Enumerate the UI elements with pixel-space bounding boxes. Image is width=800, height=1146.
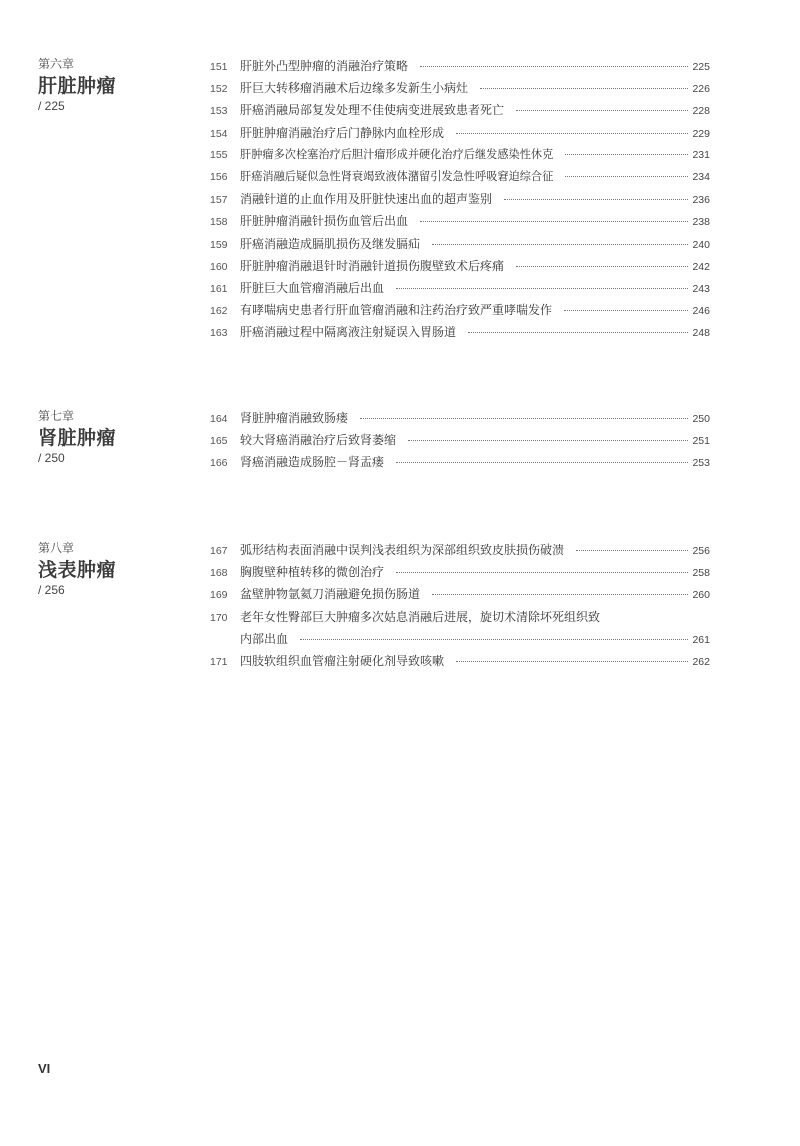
entry-number: 170 [210, 611, 228, 624]
entry-title: 肝脏巨大血管瘤消融后出血 [240, 280, 385, 295]
chapter-title: 肝脏肿瘤 [38, 75, 117, 97]
chapter-label: 第七章 [38, 409, 75, 423]
entry-page: 238 [692, 216, 710, 229]
leader-dots [420, 65, 688, 67]
entry-page: 251 [692, 435, 710, 448]
leader-dots [565, 175, 688, 177]
leader-dots [504, 198, 688, 200]
entry-number: 156 [210, 170, 228, 183]
chapter-heading [38, 541, 198, 598]
entry-number: 154 [210, 127, 228, 140]
entry-page: 261 [692, 633, 710, 646]
leader-dots [456, 660, 688, 662]
leader-dots [396, 571, 688, 573]
entry-title: 肝脏肿瘤消融针损伤血管后出血 [240, 214, 409, 229]
entry-number: 162 [210, 305, 228, 318]
leader-dots [420, 220, 688, 222]
leader-dots [456, 132, 688, 134]
chapter-title: 浅表肿瘤 [38, 559, 117, 581]
entry-number: 155 [210, 148, 228, 161]
entry-title: 肝脏外凸型肿瘤的消融治疗策略 [240, 59, 409, 73]
entry-title: 胸腹壁种植转移的微创治疗 [240, 565, 385, 580]
entry-number: 164 [210, 413, 228, 425]
entry-title: 肝巨大转移瘤消融术后边缘多发新生小病灶 [240, 81, 469, 96]
entry-title: 肾癌消融造成肠腔－肾盂瘘 [240, 455, 385, 470]
toc-entry[interactable] [210, 409, 710, 431]
entry-title: 肝癌消融局部复发处理不佳使病变进展致患者死亡 [240, 103, 505, 118]
entry-title: 四肢软组织血管瘤注射硬化剂导致咳嗽 [240, 653, 445, 668]
leader-dots [396, 287, 688, 289]
leader-dots [396, 461, 688, 463]
entry-number: 167 [210, 545, 228, 557]
entry-title-continued: 内部出血 [240, 631, 289, 646]
chapter-title: 肾脏肿瘤 [38, 427, 117, 449]
toc-entry[interactable] [210, 57, 710, 79]
toc-entry[interactable] [210, 101, 710, 123]
entry-number: 169 [210, 589, 228, 602]
leader-dots [432, 243, 688, 245]
entry-page: 258 [692, 567, 710, 580]
entry-page: 229 [692, 127, 710, 140]
entry-number: 163 [210, 327, 228, 340]
entry-title: 肾脏肿瘤消融致肠瘘 [240, 411, 349, 425]
entry-page: 225 [692, 61, 710, 73]
entry-title: 肝脏肿瘤消融治疗后门静脉内血栓形成 [240, 125, 445, 140]
entry-number: 166 [210, 457, 228, 470]
leader-dots [468, 331, 688, 333]
entry-title: 肝癌消融造成膈肌损伤及继发膈疝 [240, 236, 421, 251]
entry-number: 151 [210, 61, 228, 73]
toc-entry[interactable] [210, 323, 710, 345]
entry-title: 肝肿瘤多次栓塞治疗后胆汁瘤形成并硬化治疗后继发感染性休克 [240, 147, 554, 161]
entry-page: 256 [692, 545, 710, 557]
entry-number: 165 [210, 435, 228, 448]
toc-entry[interactable] [210, 541, 710, 563]
entry-page: 260 [692, 589, 710, 602]
leader-dots [432, 593, 688, 595]
entry-page: 248 [692, 327, 710, 340]
entry-title: 肝脏肿瘤消融退针时消融针道损伤腹壁致术后疼痛 [240, 258, 505, 273]
entry-title: 肝癌消融后疑似急性肾衰竭致液体潴留引发急性呼吸窘迫综合征 [240, 169, 554, 183]
toc-entry[interactable] [210, 190, 710, 212]
entry-number: 153 [210, 105, 228, 118]
toc-entries [210, 57, 710, 345]
entry-page: 236 [692, 194, 710, 207]
entry-title: 盆壁肿物氩氦刀消融避免损伤肠道 [240, 587, 421, 602]
leader-dots [408, 439, 688, 441]
toc-entry[interactable] [210, 146, 710, 168]
entry-number: 160 [210, 260, 228, 273]
toc-entry[interactable] [210, 301, 710, 323]
toc-entry[interactable] [210, 124, 710, 146]
entry-number: 171 [210, 655, 228, 668]
toc-entry[interactable] [210, 453, 710, 475]
entry-page: 253 [692, 457, 710, 470]
chapter-start-page: / 225 [38, 99, 65, 113]
toc-entry[interactable] [210, 257, 710, 279]
leader-dots [516, 265, 688, 267]
entry-number: 159 [210, 238, 228, 251]
entry-page: 262 [692, 655, 710, 668]
entry-page: 228 [692, 105, 710, 118]
entry-page: 226 [692, 83, 710, 96]
toc-entry[interactable] [210, 563, 710, 585]
entry-page: 240 [692, 238, 710, 251]
chapter-start-page: / 250 [38, 451, 65, 465]
entry-page: 243 [692, 282, 710, 295]
toc-entry[interactable] [210, 652, 710, 674]
chapter-start-page: / 256 [38, 583, 65, 597]
entry-number: 157 [210, 194, 228, 207]
toc-entry[interactable] [210, 168, 710, 190]
toc-entries [210, 541, 710, 674]
entry-number: 158 [210, 216, 228, 229]
entry-number: 152 [210, 83, 228, 96]
leader-dots [565, 153, 688, 155]
leader-dots [564, 309, 688, 311]
toc-entry[interactable] [210, 212, 710, 234]
chapter-label: 第六章 [38, 57, 75, 71]
entry-title: 有哮喘病史患者行肝血管瘤消融和注药治疗致严重哮喘发作 [240, 303, 553, 318]
toc-entry[interactable] [210, 585, 710, 607]
entry-title: 弧形结构表面消融中误判浅表组织为深部组织致皮肤损伤破溃 [240, 543, 565, 557]
entry-number: 168 [210, 567, 228, 580]
entry-number: 161 [210, 282, 228, 295]
toc-entry[interactable] [210, 608, 710, 652]
leader-dots [480, 87, 688, 89]
chapter-label: 第八章 [38, 541, 75, 555]
entry-title: 消融针道的止血作用及肝脏快速出血的超声鉴别 [240, 192, 493, 207]
entry-title: 肝癌消融过程中隔离液注射疑误入胃肠道 [240, 325, 457, 340]
page-number: VI [38, 1061, 51, 1076]
entry-title: 老年女性臀部巨大肿瘤多次姑息消融后进展，旋切术清除坏死组织致 [240, 609, 601, 624]
toc-entry[interactable] [210, 279, 710, 301]
entry-title: 较大肾癌消融治疗后致肾萎缩 [240, 433, 397, 448]
toc-entry[interactable] [210, 431, 710, 453]
entry-page: 242 [692, 260, 710, 273]
leader-dots [300, 638, 688, 640]
leader-dots [360, 417, 688, 419]
entry-page: 246 [692, 305, 710, 318]
toc-entries [210, 409, 710, 476]
chapter-heading [38, 409, 198, 466]
chapter-heading [38, 57, 198, 114]
entry-page: 250 [692, 413, 710, 425]
leader-dots [516, 109, 688, 111]
toc-entry[interactable] [210, 235, 710, 257]
leader-dots [576, 549, 688, 551]
toc-entry[interactable] [210, 79, 710, 101]
entry-page: 234 [692, 170, 710, 183]
entry-page: 231 [692, 148, 710, 161]
